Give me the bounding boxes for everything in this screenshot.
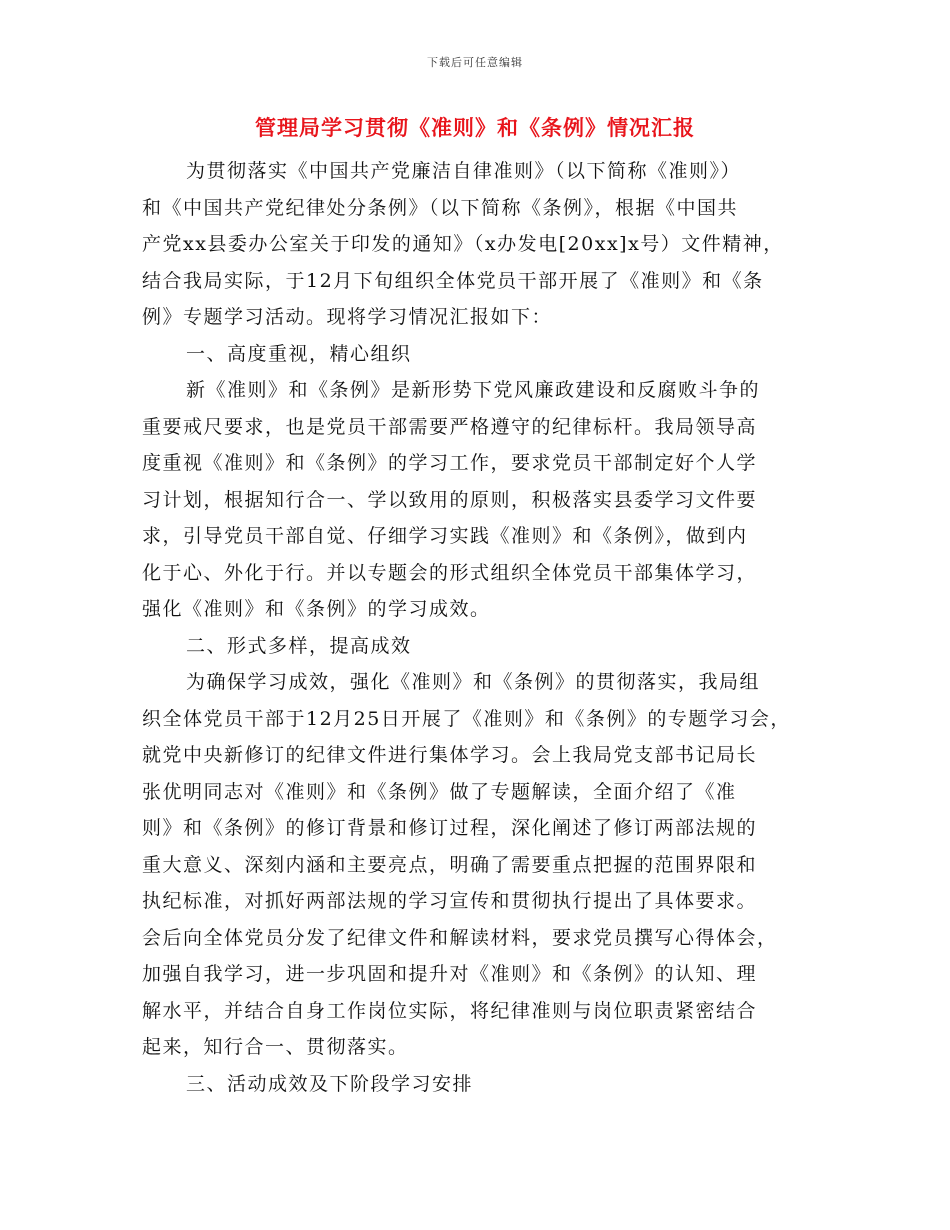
text-line: 解水平，并结合自身工作岗位实际，将纪律准则与岗位职责紧密结合 xyxy=(142,999,758,1022)
text-line: 产党xx县委办公室关于印发的通知》（x办发电[20xx]x号）文件精神， xyxy=(142,233,784,255)
text-line: 例》专题学习活动。现将学习情况汇报如下： xyxy=(142,306,553,328)
text-line: 二、形式多样，提高成效 xyxy=(186,634,412,657)
text-line: 度重视《准则》和《条例》的学习工作，要求党员干部制定好个人学 xyxy=(142,452,758,474)
text-line: 张优明同志对《准则》和《条例》做了专题解读，全面介绍了《准 xyxy=(142,780,737,803)
text-line: 织全体党员干部于12月25日开展了《准则》和《条例》的专题学习会， xyxy=(142,707,791,730)
text-line: 加强自我学习，进一步巩固和提升对《准则》和《条例》的认知、理 xyxy=(142,963,758,985)
text-line: 执纪标准，对抓好两部法规的学习宣传和贯彻执行提出了具体要求。 xyxy=(142,890,758,912)
text-line: 重要戒尺要求，也是党员干部需要严格遵守的纪律标杆。我局领导高 xyxy=(142,415,758,438)
text-line: 强化《准则》和《条例》的学习成效。 xyxy=(142,598,491,620)
text-line: 重大意义、深刻内涵和主要亮点，明确了需要重点把握的范围界限和 xyxy=(142,853,758,876)
text-line: 结合我局实际，于12月下旬组织全体党员干部开展了《准则》和《条 xyxy=(142,269,764,292)
document-title: 管理局学习贯彻《准则》和《条例》情况汇报 xyxy=(255,115,695,140)
text-line: 为贯彻落实《中国共产党廉洁自律准则》（以下简称《准则》） xyxy=(186,160,742,182)
text-line: 新《准则》和《条例》是新形势下党风廉政建设和反腐败斗争的 xyxy=(186,379,761,401)
text-line: 化于心、外化于行。并以专题会的形式组织全体党员干部集体学习， xyxy=(142,561,758,584)
text-line: 就党中央新修订的纪律文件进行集体学习。会上我局党支部书记局长 xyxy=(142,744,758,766)
text-line: 会后向全体党员分发了纪律文件和解读材料，要求党员撰写心得体会， xyxy=(142,926,778,949)
text-line: 起来，知行合一、贯彻落实。 xyxy=(142,1036,409,1058)
text-line: 和《中国共产党纪律处分条例》（以下简称《条例》，根据《中国共 xyxy=(142,196,739,219)
text-line: 三、活动成效及下阶段学习安排 xyxy=(186,1072,474,1095)
text-line: 求，引导党员干部自觉、仔细学习实践《准则》和《条例》，做到内 xyxy=(142,525,748,547)
header-note: 下载后可任意编辑 xyxy=(427,56,523,69)
document-body xyxy=(142,153,832,1102)
text-line: 一、高度重视，精心组织 xyxy=(186,342,412,365)
text-line: 则》和《条例》的修订背景和修订过程，深化阐述了修订两部法规的 xyxy=(142,817,758,839)
text-line: 习计划，根据知行合一、学以致用的原则，积极落实县委学习文件要 xyxy=(142,488,758,511)
text-line: 为确保学习成效，强化《准则》和《条例》的贯彻落实，我局组 xyxy=(186,671,761,693)
